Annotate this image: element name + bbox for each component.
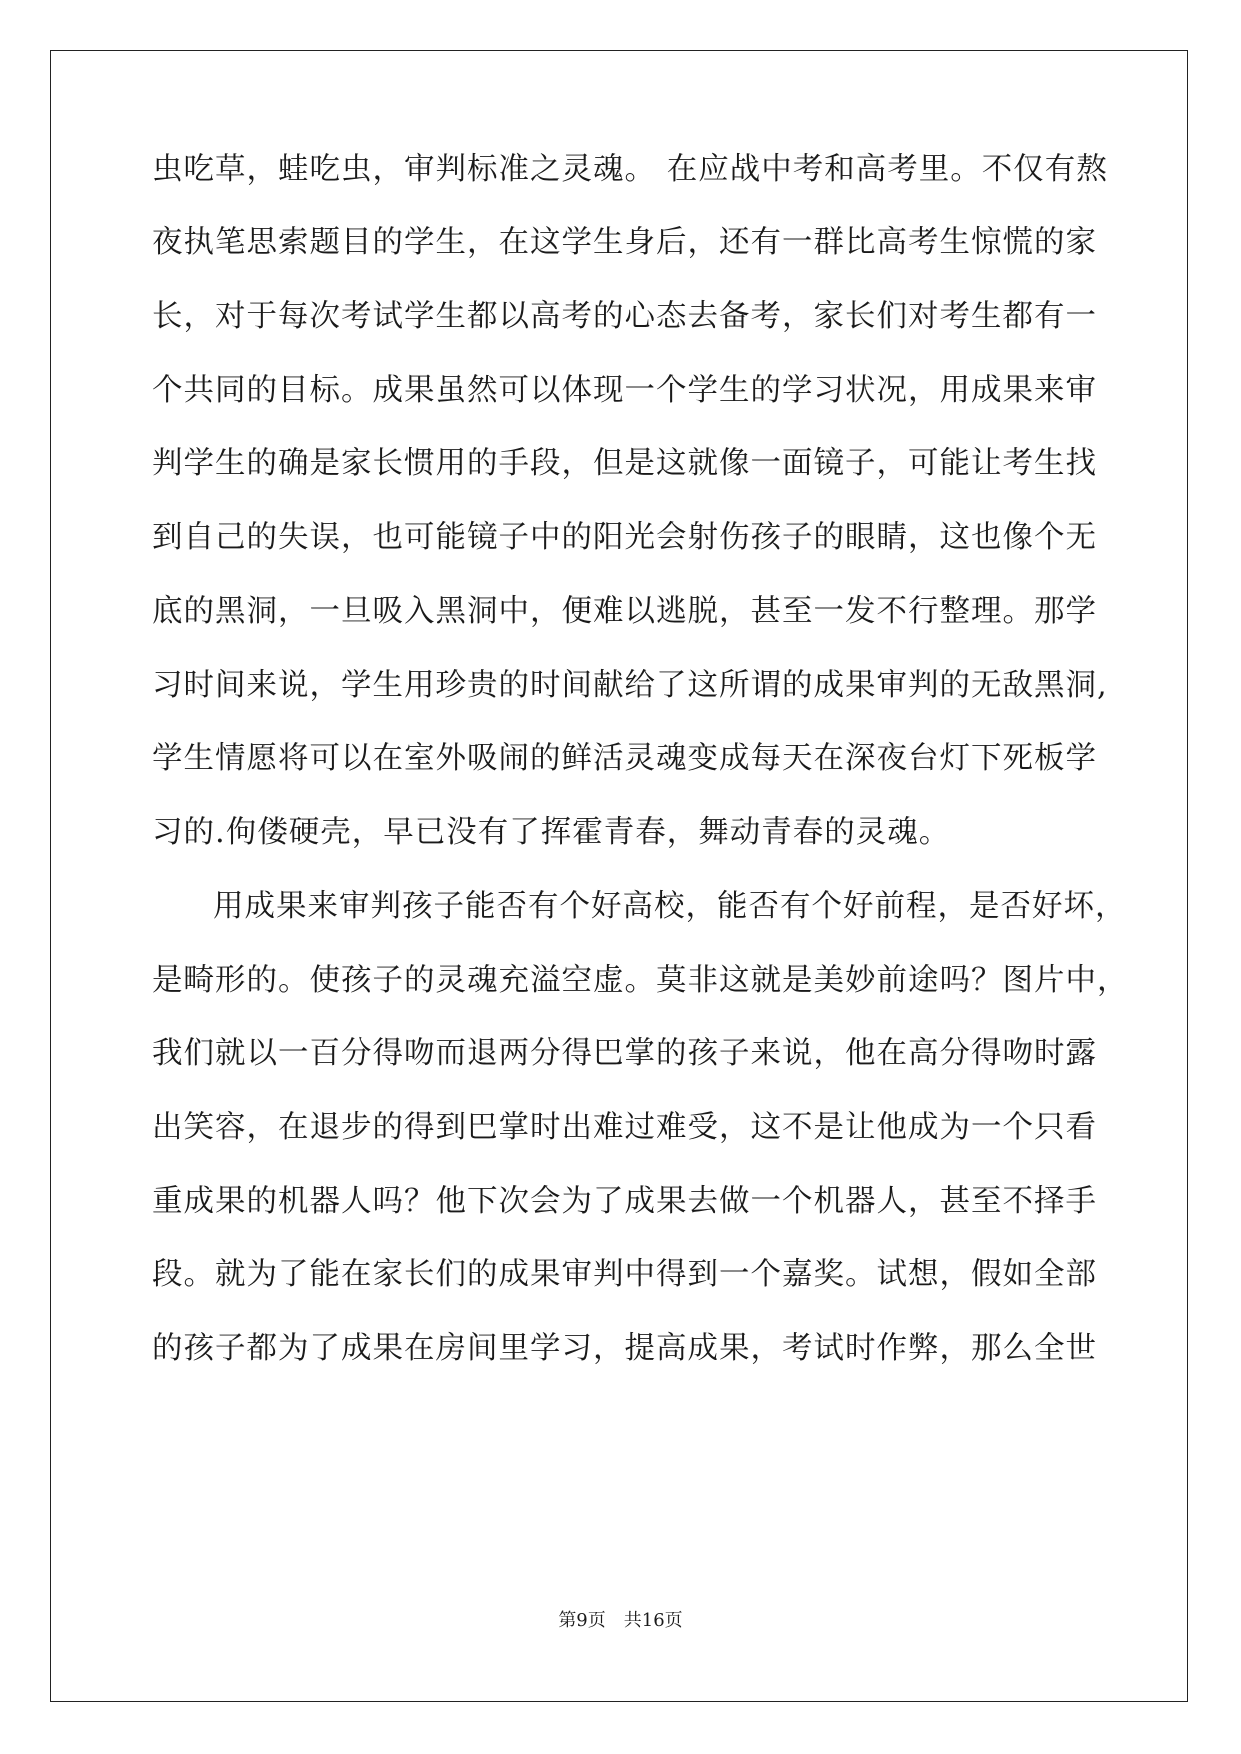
text-line: 段。就为了能在家长们的成果审判中得到一个嘉奖。试想，假如全部 [152, 1257, 1097, 1292]
text-line: 是畸形的。使孩子的灵魂充溢空虚。莫非这就是美妙前途吗？图片中， [152, 963, 1129, 998]
text-line: 虫吃草，蛙吃虫，审判标准之灵魂。 在应战中考和高考里。不仅有熬 [152, 152, 1108, 187]
text-line: 个共同的目标。成果虽然可以体现一个学生的学习状况，用成果来审 [152, 373, 1097, 408]
text-line: 判学生的确是家长惯用的手段，但是这就像一面镜子，可能让考生找 [152, 446, 1097, 481]
text-line: 习时间来说，学生用珍贵的时间献给了这所谓的成果审判的无敌黑洞, [152, 668, 1108, 703]
text-line: 学生情愿将可以在室外吸闹的鲜活灵魂变成每天在深夜台灯下死板学 [152, 741, 1097, 776]
text-line: 重成果的机器人吗？他下次会为了成果去做一个机器人，甚至不择手 [152, 1184, 1097, 1219]
text-line: 我们就以一百分得吻而退两分得巴掌的孩子来说，他在高分得吻时露 [152, 1036, 1097, 1071]
text-line: 到自己的失误，也可能镜子中的阳光会射伤孩子的眼睛，这也像个无 [152, 520, 1097, 555]
text-line: 夜执笔思索题目的学生，在这学生身后，还有一群比高考生惊慌的家 [152, 225, 1097, 260]
text-line: 的孩子都为了成果在房间里学习，提高成果，考试时作弊，那么全世 [152, 1331, 1097, 1366]
text-line: 用成果来审判孩子能否有个好高校，能否有个好前程，是否好坏， [213, 889, 1127, 924]
text-line: 长，对于每次考试学生都以高考的心态去备考，家长们对考生都有一 [152, 299, 1097, 334]
text-line: 习的.佝偻硬壳，早已没有了挥霍青春，舞动青春的灵魂。 [152, 815, 951, 850]
text-line: 出笑容，在退步的得到巴掌时出难过难受，这不是让他成为一个只看 [152, 1110, 1097, 1145]
page-footer: 第9页 共16页 [558, 1610, 683, 1631]
text-line: 底的黑洞，一旦吸入黑洞中，便难以逃脱，甚至一发不行整理。那学 [152, 594, 1097, 629]
